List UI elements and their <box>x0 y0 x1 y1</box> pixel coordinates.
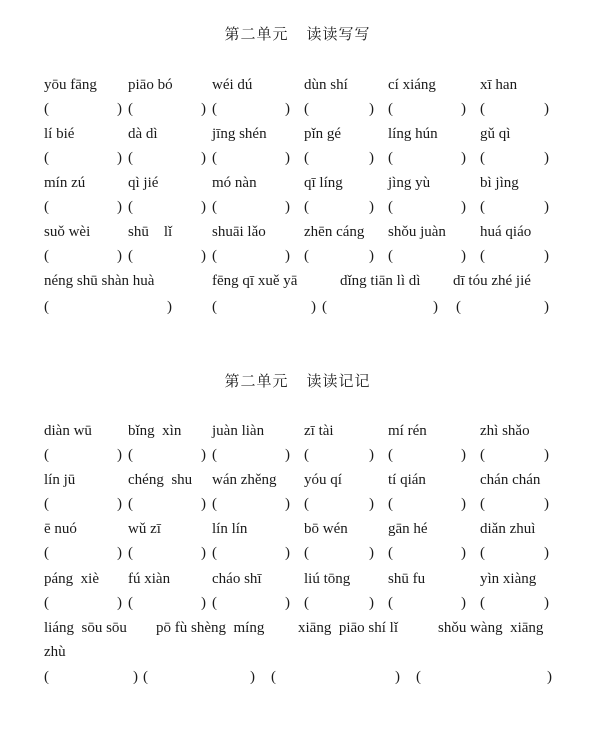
pinyin-word: chán chán <box>480 472 541 488</box>
answer-blank[interactable] <box>44 99 122 119</box>
answer-blank[interactable] <box>304 148 374 168</box>
pinyin-word: juàn liàn <box>212 423 265 439</box>
open-paren: ( <box>44 545 49 561</box>
open-paren: ( <box>304 199 309 215</box>
answer-blank[interactable] <box>212 297 316 317</box>
pinyin-word: zhēn cáng <box>304 224 365 240</box>
close-paren: ) <box>544 595 549 611</box>
answer-blank[interactable] <box>388 148 466 168</box>
answer-blank[interactable] <box>480 593 549 613</box>
open-paren: ( <box>304 595 309 611</box>
close-paren: ) <box>201 248 206 264</box>
pinyin-word: shuāi lǎo <box>212 224 266 240</box>
close-paren: ) <box>285 447 290 463</box>
answer-blank[interactable] <box>388 246 466 266</box>
answer-blank[interactable] <box>44 667 138 687</box>
close-paren: ) <box>433 299 438 315</box>
answer-blank[interactable] <box>44 593 122 613</box>
open-paren: ( <box>212 595 217 611</box>
pinyin-idiom: shǒu wàng xiāng <box>438 620 544 636</box>
pinyin-word: shū fu <box>388 571 426 587</box>
answer-blank[interactable] <box>304 99 374 119</box>
open-paren: ( <box>271 669 276 685</box>
pinyin-word: pǐn gé <box>304 126 342 142</box>
close-paren: ) <box>544 248 549 264</box>
close-paren: ) <box>117 496 122 512</box>
pinyin-word: xī han <box>480 77 518 93</box>
close-paren: ) <box>201 101 206 117</box>
open-paren: ( <box>128 150 133 166</box>
pinyin-word: mín zú <box>44 175 86 191</box>
pinyin-word: zhì shǎo <box>480 423 530 439</box>
open-paren: ( <box>480 101 485 117</box>
close-paren: ) <box>285 101 290 117</box>
close-paren: ) <box>117 150 122 166</box>
close-paren: ) <box>544 545 549 561</box>
pinyin-word: suǒ wèi <box>44 224 91 240</box>
answer-blank[interactable] <box>304 543 374 563</box>
close-paren: ) <box>369 545 374 561</box>
answer-blank[interactable] <box>322 297 438 317</box>
pinyin-word: shǒu juàn <box>388 224 446 240</box>
pinyin-word: chéng shu <box>128 472 193 488</box>
open-paren: ( <box>388 496 393 512</box>
open-paren: ( <box>212 496 217 512</box>
close-paren: ) <box>285 199 290 215</box>
open-paren: ( <box>480 496 485 512</box>
open-paren: ( <box>304 101 309 117</box>
answer-blank[interactable] <box>212 543 290 563</box>
open-paren: ( <box>416 669 421 685</box>
pinyin-word: jīng shén <box>212 126 267 142</box>
open-paren: ( <box>128 447 133 463</box>
pinyin-idiom: pō fù shèng míng <box>156 620 265 636</box>
answer-blank[interactable] <box>44 148 122 168</box>
close-paren: ) <box>544 150 549 166</box>
open-paren: ( <box>480 248 485 264</box>
pinyin-word: yóu qí <box>304 472 342 488</box>
pinyin-word: yìn xiàng <box>480 571 537 587</box>
close-paren: ) <box>201 447 206 463</box>
close-paren: ) <box>461 150 466 166</box>
open-paren: ( <box>388 150 393 166</box>
open-paren: ( <box>480 447 485 463</box>
pinyin-word: gān hé <box>388 521 428 537</box>
pinyin-idiom: liáng sōu sōu <box>44 620 127 636</box>
pinyin-word: diǎn zhuì <box>480 521 536 537</box>
pinyin-idiom: néng shū shàn huà <box>44 273 155 289</box>
close-paren: ) <box>369 101 374 117</box>
close-paren: ) <box>117 595 122 611</box>
section-unit-label: 第二单元 <box>224 372 289 390</box>
answer-blank[interactable] <box>480 148 549 168</box>
answer-blank[interactable] <box>388 99 466 119</box>
answer-blank[interactable] <box>44 246 122 266</box>
open-paren: ( <box>212 101 217 117</box>
close-paren: ) <box>201 199 206 215</box>
open-paren: ( <box>388 248 393 264</box>
open-paren: ( <box>44 447 49 463</box>
open-paren: ( <box>128 496 133 512</box>
open-paren: ( <box>480 595 485 611</box>
pinyin-word: tí qián <box>388 472 426 488</box>
open-paren: ( <box>44 669 49 685</box>
section-unit-label: 第二单元 <box>224 25 289 43</box>
pinyin-word: piāo bó <box>128 77 173 93</box>
close-paren: ) <box>461 101 466 117</box>
answer-blank[interactable] <box>212 494 290 514</box>
open-paren: ( <box>304 248 309 264</box>
pinyin-word: shū lǐ <box>128 224 173 240</box>
open-paren: ( <box>128 199 133 215</box>
answer-blank[interactable] <box>128 543 206 563</box>
pinyin-word: líng hún <box>388 126 438 142</box>
close-paren: ) <box>201 595 206 611</box>
close-paren: ) <box>369 150 374 166</box>
answer-blank[interactable] <box>128 197 206 217</box>
open-paren: ( <box>388 101 393 117</box>
close-paren: ) <box>369 595 374 611</box>
open-paren: ( <box>44 496 49 512</box>
close-paren: ) <box>201 150 206 166</box>
pinyin-word: dà dì <box>128 126 158 142</box>
open-paren: ( <box>212 545 217 561</box>
close-paren: ) <box>285 595 290 611</box>
close-paren: ) <box>544 101 549 117</box>
open-paren: ( <box>44 150 49 166</box>
open-paren: ( <box>143 669 148 685</box>
answer-blank[interactable] <box>304 246 374 266</box>
pinyin-word: wǔ zī <box>128 521 161 537</box>
close-paren: ) <box>544 199 549 215</box>
pinyin-word: páng xiè <box>44 571 99 587</box>
answer-blank[interactable] <box>480 246 549 266</box>
pinyin-idiom: fēng qī xuě yā <box>212 273 298 289</box>
pinyin-word: bō wén <box>304 521 348 537</box>
close-paren: ) <box>544 299 549 315</box>
close-paren: ) <box>117 199 122 215</box>
pinyin-word: mó nàn <box>212 175 257 191</box>
answer-blank[interactable] <box>212 148 290 168</box>
close-paren: ) <box>369 248 374 264</box>
answer-blank[interactable] <box>212 445 290 465</box>
close-paren: ) <box>461 595 466 611</box>
section-name-label: 读读记记 <box>306 372 371 390</box>
section-name-label: 读读写写 <box>306 25 371 43</box>
answer-blank[interactable] <box>388 543 466 563</box>
answer-blank[interactable] <box>456 297 549 317</box>
pinyin-word: bì jìng <box>480 175 519 191</box>
answer-blank[interactable] <box>480 99 549 119</box>
close-paren: ) <box>461 248 466 264</box>
close-paren: ) <box>547 669 552 685</box>
close-paren: ) <box>285 150 290 166</box>
pinyin-word: diàn wū <box>44 423 92 439</box>
answer-blank[interactable] <box>128 148 206 168</box>
close-paren: ) <box>544 447 549 463</box>
answer-blank[interactable] <box>128 99 206 119</box>
answer-blank[interactable] <box>212 593 290 613</box>
open-paren: ( <box>44 101 49 117</box>
answer-blank[interactable] <box>388 593 466 613</box>
close-paren: ) <box>461 199 466 215</box>
pinyin-word: wéi dú <box>212 77 253 93</box>
pinyin-word: cí xiáng <box>388 77 436 93</box>
answer-blank[interactable] <box>480 445 549 465</box>
close-paren: ) <box>167 299 172 315</box>
open-paren: ( <box>212 248 217 264</box>
close-paren: ) <box>369 199 374 215</box>
answer-blank[interactable] <box>388 197 466 217</box>
section-title <box>0 370 595 391</box>
open-paren: ( <box>388 545 393 561</box>
open-paren: ( <box>44 595 49 611</box>
open-paren: ( <box>44 299 49 315</box>
open-paren: ( <box>322 299 327 315</box>
open-paren: ( <box>388 199 393 215</box>
close-paren: ) <box>285 248 290 264</box>
answer-blank[interactable] <box>44 197 122 217</box>
answer-blank[interactable] <box>44 543 122 563</box>
open-paren: ( <box>44 199 49 215</box>
pinyin-word: yōu fāng <box>44 77 97 93</box>
pinyin-word: zī tài <box>304 423 334 439</box>
section-title <box>0 23 595 44</box>
close-paren: ) <box>285 545 290 561</box>
answer-blank[interactable] <box>480 543 549 563</box>
open-paren: ( <box>212 150 217 166</box>
answer-blank[interactable] <box>143 667 255 687</box>
open-paren: ( <box>128 101 133 117</box>
answer-blank[interactable] <box>212 246 290 266</box>
open-paren: ( <box>304 447 309 463</box>
close-paren: ) <box>461 496 466 512</box>
answer-blank[interactable] <box>44 297 172 317</box>
close-paren: ) <box>285 496 290 512</box>
close-paren: ) <box>133 669 138 685</box>
answer-blank[interactable] <box>44 494 122 514</box>
pinyin-word: cháo shī <box>212 571 262 587</box>
close-paren: ) <box>250 669 255 685</box>
pinyin-idiom: xiāng piāo shí lǐ <box>298 620 398 636</box>
pinyin-word: jìng yù <box>388 175 431 191</box>
pinyin-word: fú xiàn <box>128 571 171 587</box>
open-paren: ( <box>456 299 461 315</box>
answer-blank[interactable] <box>44 445 122 465</box>
answer-blank[interactable] <box>212 99 290 119</box>
open-paren: ( <box>128 248 133 264</box>
close-paren: ) <box>117 545 122 561</box>
close-paren: ) <box>369 496 374 512</box>
close-paren: ) <box>544 496 549 512</box>
answer-blank[interactable] <box>304 593 374 613</box>
pinyin-word: mí rén <box>388 423 427 439</box>
open-paren: ( <box>388 595 393 611</box>
answer-blank[interactable] <box>271 667 400 687</box>
close-paren: ) <box>117 447 122 463</box>
open-paren: ( <box>212 447 217 463</box>
answer-blank[interactable] <box>212 197 290 217</box>
open-paren: ( <box>388 447 393 463</box>
pinyin-word: bǐng xìn <box>128 423 182 439</box>
answer-blank[interactable] <box>480 197 549 217</box>
open-paren: ( <box>212 199 217 215</box>
open-paren: ( <box>480 199 485 215</box>
pinyin-word: dùn shí <box>304 77 348 93</box>
open-paren: ( <box>480 545 485 561</box>
open-paren: ( <box>128 595 133 611</box>
pinyin-word: lín lín <box>212 521 248 537</box>
pinyin-word: lí bié <box>44 126 75 142</box>
pinyin-word: liú tōng <box>304 571 351 587</box>
close-paren: ) <box>369 447 374 463</box>
close-paren: ) <box>395 669 400 685</box>
close-paren: ) <box>201 545 206 561</box>
answer-blank[interactable] <box>304 197 374 217</box>
answer-blank[interactable] <box>128 445 206 465</box>
answer-blank[interactable] <box>416 667 552 687</box>
answer-blank[interactable] <box>128 494 206 514</box>
open-paren: ( <box>128 545 133 561</box>
close-paren: ) <box>461 447 466 463</box>
pinyin-word: wán zhěng <box>212 472 277 488</box>
close-paren: ) <box>201 496 206 512</box>
answer-blank[interactable] <box>388 445 466 465</box>
pinyin-word: huá qiáo <box>480 224 532 240</box>
answer-blank[interactable] <box>128 246 206 266</box>
open-paren: ( <box>480 150 485 166</box>
close-paren: ) <box>311 299 316 315</box>
open-paren: ( <box>44 248 49 264</box>
pinyin-word: qī líng <box>304 175 343 191</box>
pinyin-idiom: dǐng tiān lì dì <box>340 273 421 289</box>
answer-blank[interactable] <box>304 494 374 514</box>
open-paren: ( <box>304 150 309 166</box>
answer-blank[interactable] <box>304 445 374 465</box>
close-paren: ) <box>117 248 122 264</box>
answer-blank[interactable] <box>128 593 206 613</box>
open-paren: ( <box>212 299 217 315</box>
pinyin-word: lín jū <box>44 472 76 488</box>
answer-blank[interactable] <box>480 494 549 514</box>
open-paren: ( <box>304 545 309 561</box>
pinyin-idiom: dī tóu zhé jié <box>453 273 531 289</box>
close-paren: ) <box>461 545 466 561</box>
answer-blank[interactable] <box>388 494 466 514</box>
open-paren: ( <box>304 496 309 512</box>
pinyin-word: gǔ qì <box>480 126 511 142</box>
pinyin-idiom: zhù <box>44 644 66 660</box>
pinyin-word: qì jié <box>128 175 159 191</box>
close-paren: ) <box>117 101 122 117</box>
pinyin-word: ē nuó <box>44 521 77 537</box>
